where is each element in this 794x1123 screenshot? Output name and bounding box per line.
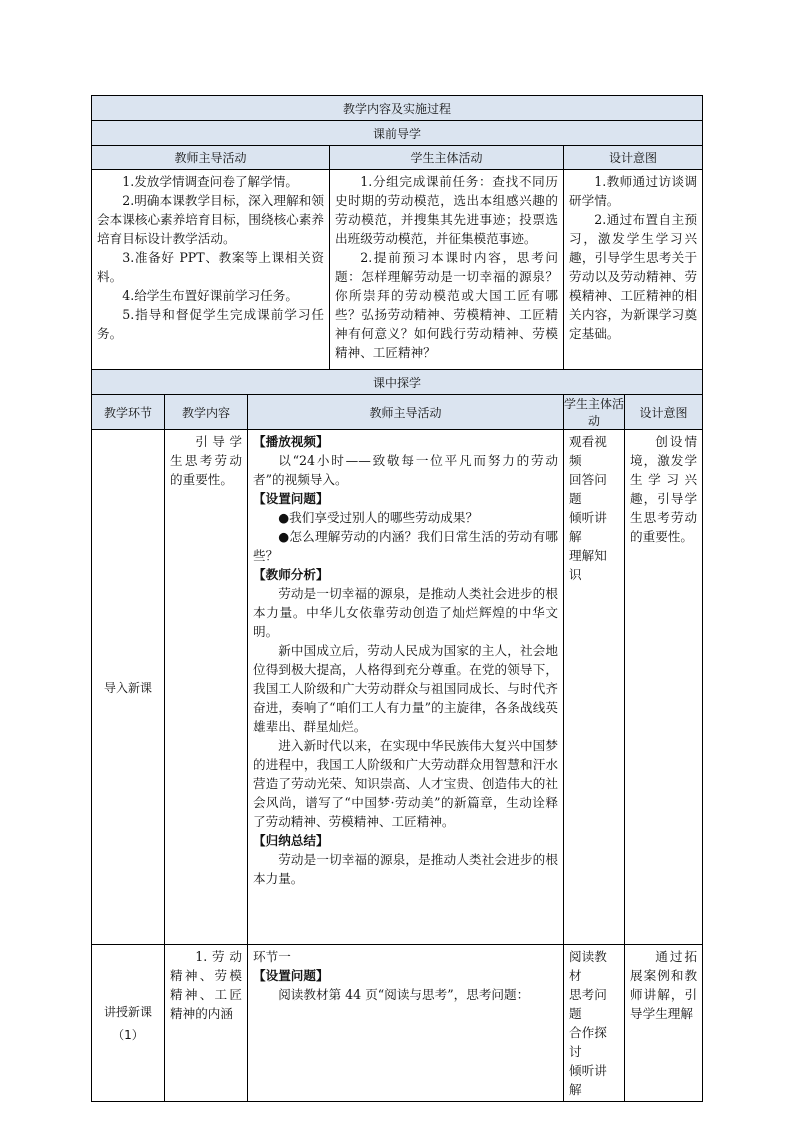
list-item: 2.通过布置自主预习，激发学生学习兴趣，引导学生思考关于劳动以及劳动精神、劳模精神、工匠精神的相关内容，为新课学习奠定基础。 [569, 212, 698, 341]
section-heading: 【教师分析】 [253, 567, 329, 582]
section-heading: 【播放视频】 [253, 434, 329, 449]
section-heading: 环节一 [253, 949, 291, 964]
header-stage: 教学环节 [92, 395, 165, 430]
stage-new-lesson: 讲授新课 （1） [92, 945, 165, 1102]
header-content: 教学内容 [165, 395, 248, 430]
list-item: 5.指导和督促学生完成课前学习任务。 [97, 307, 324, 341]
stage-intro: 导入新课 [92, 430, 165, 945]
list-item: 4.给学生布置好课前学习任务。 [122, 288, 298, 303]
pre-design-cell [564, 170, 703, 370]
student-activity-new-lesson: 阅读教材 思考问题 合作探讨 倾听讲解 [564, 945, 625, 1102]
section-heading: 【归纳总结】 [253, 833, 329, 848]
table-row [92, 430, 703, 945]
table-row [92, 945, 703, 1102]
list-item: 2.明确本课教学目标，深入理解和领会本课核心素养培育目标，围绕核心素养培育目标设计教学活动。 [97, 193, 324, 246]
header-design-intent-2: 设计意图 [625, 395, 703, 430]
header-student-activity: 学生主体活动 [330, 146, 564, 170]
list-item: 1.发放学情调查问卷了解学情。 [122, 174, 298, 189]
header-teacher-activity: 教师主导活动 [92, 146, 330, 170]
list-item: 1.教师通过访谈调研学情。 [569, 174, 698, 208]
design-new-lesson: 通过拓展案例和教师讲解，引导学生理解 [625, 945, 703, 1102]
header-design-intent: 设计意图 [564, 146, 703, 170]
header-student-activity-2: 学生主体活动 [564, 395, 625, 430]
list-item: 2.提前预习本课时内容，思考问题：怎样理解劳动是一切幸福的源泉？你所崇拜的劳动模范或大国工匠有哪些？弘扬劳动精神、劳模精神、工匠精神有何意义？如何践行劳动精神、劳模精神、工匠精神？ [335, 250, 558, 360]
pre-section-label: 课前导学 [92, 121, 703, 146]
teacher-activity-new-lesson: 环节一 【设置问题】 阅读教材第 44 页“阅读与思考”，思考问题： [248, 945, 564, 1102]
bullet-question: ●怎么理解劳动的内涵？我们日常生活的劳动有哪些？ [253, 529, 558, 563]
list-item: 3.准备好 PPT、教案等上课相关资料。 [97, 250, 324, 284]
lesson-plan-document [91, 95, 702, 1102]
teacher-activity-intro: 【播放视频】 以“24小时——致敬每一位平凡而努力的劳动者”的视频导入。 【设置问题】 ●我们享受过别人的哪些劳动成果？ ●怎么理解劳动的内涵？我们日常生活的劳动有哪些？ 【教师分析】 劳动是一切幸福的源泉，是推动人类社会进步的根本力量。中华儿女依靠劳动创造了灿烂辉煌的中华文明。 新中国成立后，劳动人民成为国家的主人，社会地位得到极大提高，人格得到充分尊重。在党的领导下，我国工人阶级和广大劳动群众与祖国同成长、与时代齐奋进，奏响了“咱们工人有力量”的主旋律，各条战线英雄辈出、群星灿烂。 进入新时代以来，在实现中华民族伟大复兴中国梦的进程中，我国工人阶级和广大劳动群众用智慧和汗水营造了劳动光荣、知识崇高、人才宝贵、创造伟大的社会风尚，谱写了“中国梦·劳动美”的新篇章，生动诠释了劳动精神、劳模精神、工匠精神。 【归纳总结】 劳动是一切幸福的源泉，是推动人类社会进步的根本力量。 [248, 430, 564, 945]
header-teacher-activity-2: 教师主导活动 [248, 395, 564, 430]
mid-section-label: 课中探学 [92, 370, 703, 395]
table-title: 教学内容及实施过程 [92, 96, 703, 121]
section-heading: 【设置问题】 [253, 968, 329, 983]
design-intro: 创设情境，激发学生学习兴趣，引导学生思考劳动的重要性。 [625, 430, 703, 945]
bullet-question: ●我们享受过别人的哪些劳动成果？ [278, 510, 479, 525]
content-intro: 引导学生思考劳动的重要性。 [165, 430, 248, 945]
pre-teacher-cell [92, 170, 330, 370]
lesson-table [91, 95, 703, 1102]
content-new-lesson: 1.劳动精神、劳模精神、工匠精神的内涵 [165, 945, 248, 1102]
student-activity-intro: 观看视频 回答问题 倾听讲解 理解知识 [564, 430, 625, 945]
list-item: 1.分组完成课前任务：查找不同历史时期的劳动模范，选出本组感兴趣的劳动模范，并搜集其先进事迹；投票选出班级劳动模范，并征集模范事迹。 [335, 174, 558, 246]
section-heading: 【设置问题】 [253, 491, 329, 506]
pre-student-cell [330, 170, 564, 370]
